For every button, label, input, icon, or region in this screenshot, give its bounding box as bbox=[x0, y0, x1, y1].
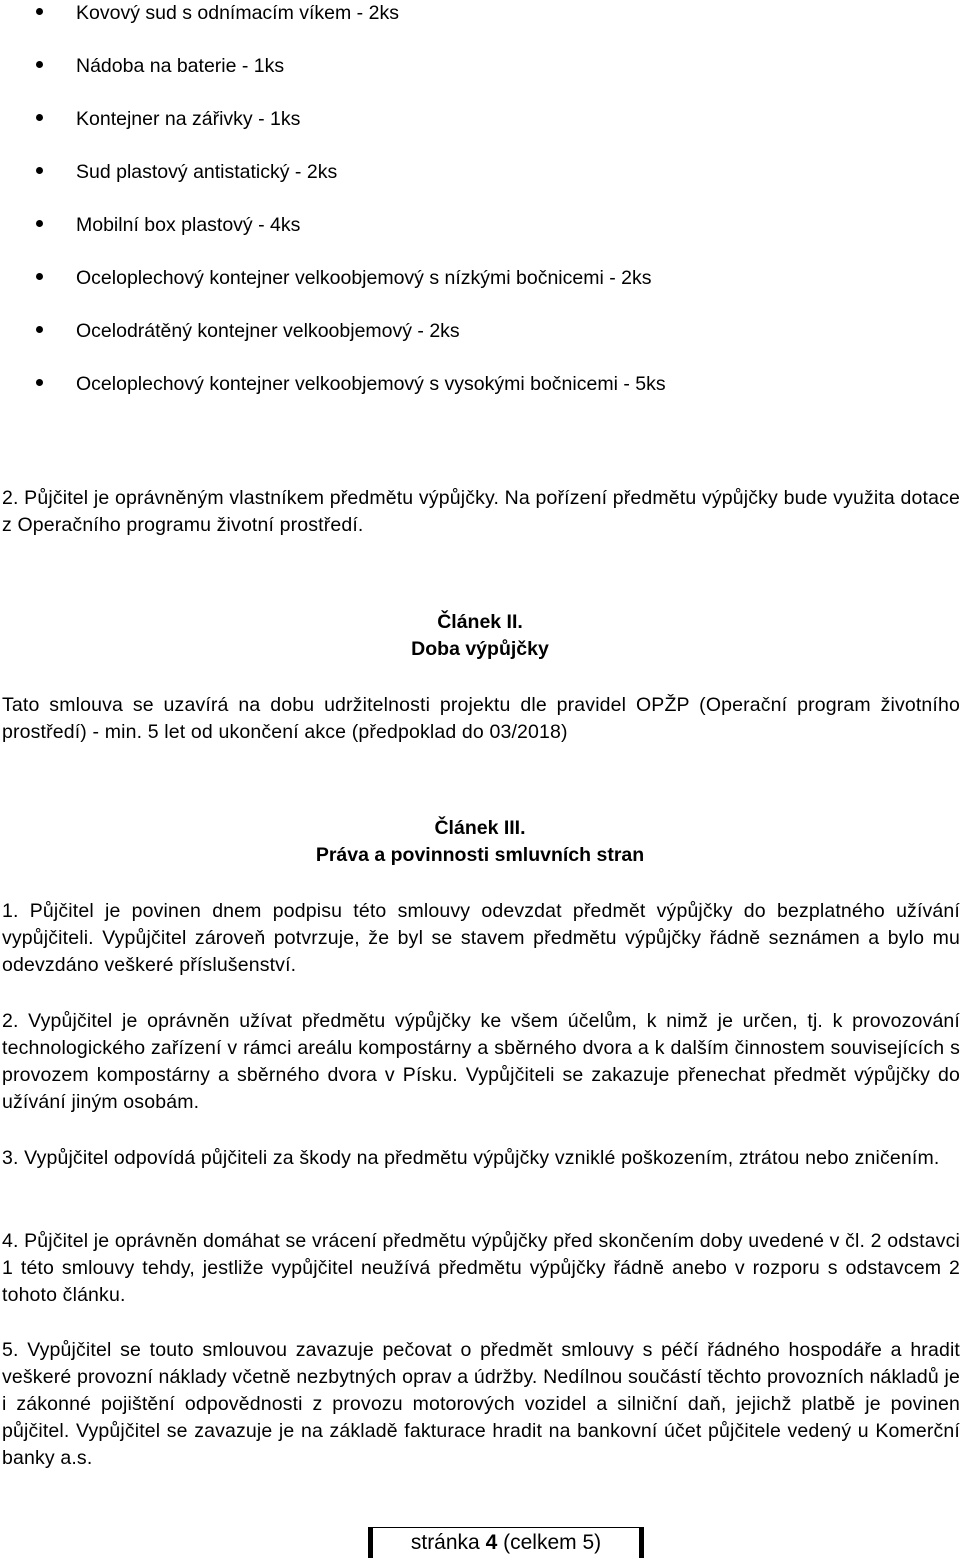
bullet-icon bbox=[36, 273, 43, 280]
list-item bbox=[0, 0, 960, 27]
article-3-paragraph-3: 3. Vypůjčitel odpovídá půjčiteli za škody na předmětu výpůjčky vzniklé poškozením, ztrátou nebo zničením. bbox=[2, 1147, 940, 1169]
list-item bbox=[0, 265, 960, 292]
list-item bbox=[0, 318, 960, 345]
list-item-text: Sud plastový antistatický - 2ks bbox=[76, 161, 338, 183]
article-3-number: Článek III. bbox=[434, 817, 526, 839]
bullet-icon bbox=[36, 8, 43, 15]
article-2-number: Článek II. bbox=[437, 611, 523, 633]
list-item-text: Kovový sud s odnímacím víkem - 2ks bbox=[76, 2, 399, 24]
bullet-icon bbox=[36, 114, 43, 121]
article-3-paragraph-2: 2. Vypůjčitel je oprávněn užívat předmětu výpůjčky ke všem účelům, k nimž je určen, tj. k provozování technologického zařízení v rámci areálu kompostárny a sběrného dvora a k dalším činnostem souvisejících s provozem kompostárny a sběrného dvora v Písku. Vypůjčiteli se zakazuje přenechat předmět výpůjčky do užívání jiným osobám. bbox=[2, 1010, 960, 1113]
list-item-text: Oceloplechový kontejner velkoobjemový s nízkými bočnicemi - 2ks bbox=[76, 267, 652, 289]
article-3-paragraph-5: 5. Vypůjčitel se touto smlouvou zavazuje pečovat o předmět smlouvy s péčí řádného hospodáře a hradit veškeré provozní náklady včetně nezbytných oprav a údržby. Nedílnou součástí těchto provozních nákladů je i zákonné pojištění odpovědnosti z provozu motorových vozidel a silniční daň, jejichž platbě je povinen půjčitel. Vypůjčitel se zavazuje je na základě fakturace hradit na bankovní účet půjčitele vedený u Komerční banky a.s. bbox=[2, 1339, 960, 1469]
list-item-text: Ocelodrátěný kontejner velkoobjemový - 2ks bbox=[76, 320, 460, 342]
footer-page-number: 4 bbox=[485, 1531, 498, 1554]
footer-prefix: stránka bbox=[410, 1531, 480, 1554]
bullet-icon bbox=[36, 167, 43, 174]
article-2-title: Doba výpůjčky bbox=[411, 638, 549, 660]
list-item bbox=[0, 53, 960, 80]
page-number-footer bbox=[368, 1527, 644, 1558]
list-item-text: Mobilní box plastový - 4ks bbox=[76, 214, 301, 236]
list-item-text: Kontejner na zářivky - 1ks bbox=[76, 108, 301, 130]
article-2-text: Tato smlouva se uzavírá na dobu udržitelnosti projektu dle pravidel OPŽP (Operační program životního prostředí) - min. 5 let od ukončení akce (předpoklad do 03/2018) bbox=[2, 694, 960, 743]
bullet-icon bbox=[36, 61, 43, 68]
bullet-icon bbox=[36, 220, 43, 227]
list-item bbox=[0, 371, 960, 398]
list-item bbox=[0, 212, 960, 239]
list-item bbox=[0, 159, 960, 186]
article-3-paragraph-4: 4. Půjčitel je oprávněn domáhat se vrácení předmětu výpůjčky před skončením doby uvedené v čl. 2 odstavci 1 této smlouvy tehdy, jestliže vypůjčitel neužívá předmětu výpůjčky řádně anebo v rozporu s odstavcem 2 tohoto článku. bbox=[2, 1230, 960, 1306]
article-3-title: Práva a povinnosti smluvních stran bbox=[315, 844, 645, 866]
footer-suffix: (celkem 5) bbox=[503, 1531, 602, 1554]
list-item-text: Nádoba na baterie - 1ks bbox=[76, 55, 285, 77]
list-item-text: Oceloplechový kontejner velkoobjemový s vysokými bočnicemi - 5ks bbox=[76, 373, 666, 395]
bullet-icon bbox=[36, 326, 43, 333]
article-3-paragraph-1: 1. Půjčitel je povinen dnem podpisu této smlouvy odevzdat předmět výpůjčky do bezplatného užívání vypůjčiteli. Vypůjčitel zároveň potvrzuje, že byl se stavem předmětu výpůjčky řádně seznámen a bylo mu odevzdáno veškeré příslušenství. bbox=[2, 900, 960, 976]
bullet-icon bbox=[36, 379, 43, 386]
ownership-paragraph: 2. Půjčitel je oprávněným vlastníkem předmětu výpůjčky. Na pořízení předmětu výpůjčky bude využita dotace z Operačního programu životní prostředí. bbox=[2, 487, 960, 536]
list-item bbox=[0, 106, 960, 133]
